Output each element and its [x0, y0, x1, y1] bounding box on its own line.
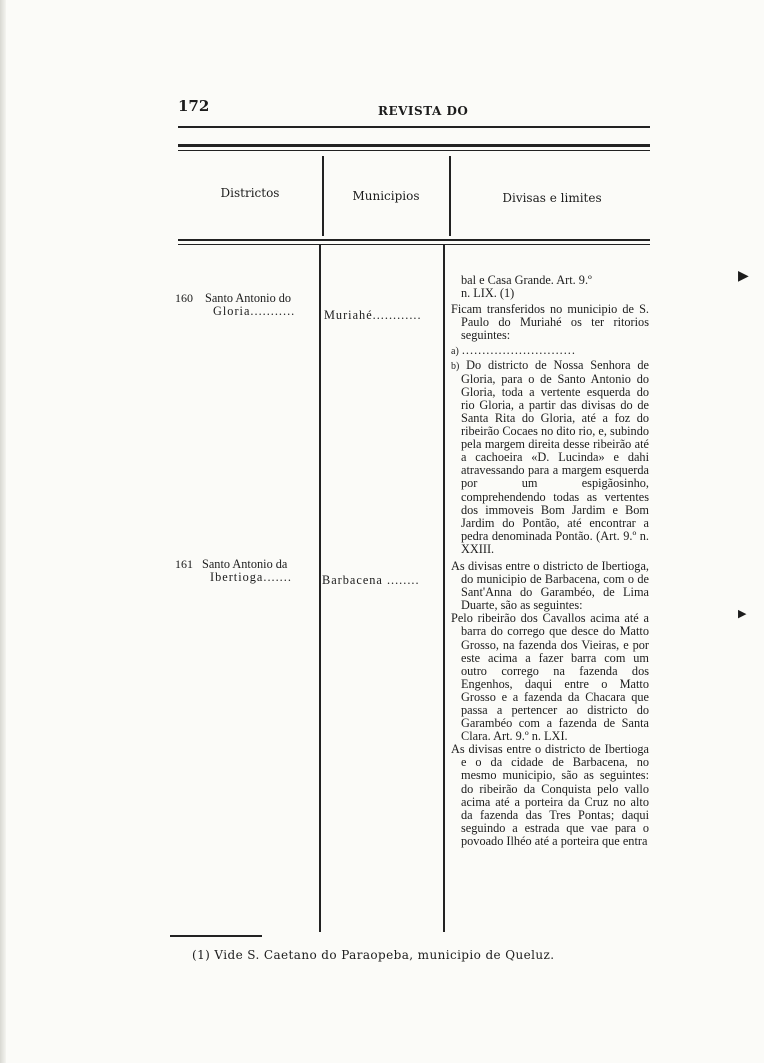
table-top-rule-thick	[178, 144, 650, 147]
table-top-rule-thin	[178, 150, 650, 151]
continuation-line1: bal e Casa Grande. Art. 9.º	[461, 273, 592, 287]
entry-161-number: 161	[175, 557, 193, 571]
running-head: REVISTA DO	[378, 104, 469, 118]
paragraph-161-text2: As divisas entre o districto de Ibertioga e o da cidade de Barbacena, no mesmo municipio, são as seguintes: do ribeirão da Conquista pelo vallo acima até a porteira da Cruz no alto da fazenda das Tres Pontas; daqui seguindo a estrada que vae para o povoado Ilhéo até a porteira que entra	[451, 742, 649, 848]
page-number: 172	[178, 97, 210, 115]
scan-edge	[0, 0, 6, 1063]
header-divisas: Divisas e limites	[502, 191, 602, 205]
header-municipios: Municipios	[352, 189, 420, 203]
item-b	[451, 359, 649, 556]
entry-161-district-line2: Ibertioga.......	[210, 570, 292, 584]
item-a-dots: ............................	[461, 343, 576, 358]
header-rule	[178, 126, 650, 128]
col-rule-1-head	[322, 156, 324, 236]
entry-160-municipio: Muriahé............	[324, 308, 422, 322]
divisas-column	[451, 274, 649, 848]
header-bottom-rule	[178, 239, 650, 241]
entry-160-district-line2: Gloria...........	[213, 304, 296, 318]
entry-161-district-line1: Santo Antonio da	[202, 557, 288, 571]
header-districtos: Districtos	[220, 186, 280, 200]
continuation-line2: n. LIX. (1)	[461, 286, 515, 301]
item-b-label: b)	[451, 360, 460, 372]
paragraph-160-intro: Ficam transferidos no municipio de S. Paulo do Muriahé os ter ritorios seguintes:	[451, 302, 649, 343]
item-a	[451, 344, 649, 358]
footnote: (1) Vide S. Caetano do Paraopeba, municipio de Queluz.	[192, 948, 555, 962]
paragraph-161-text: Pelo ribeirão dos Cavallos acima até a barra do corrego que desce do Matto Grosso, na fazenda dos Vieiras, e por este acima a fazer barra com um outro corrego na fazenda dos Engenhos, daqui entre o Matto Grosso e a fazenda da Chacara que passa a pertencer ao districto do Garambéo com a fazenda de Santa Clara. Art. 9.º n. LXI.	[451, 611, 649, 744]
col-rule-1	[319, 244, 321, 932]
item-b-text: Do districto de Nossa Senhora de Gloria, para o de Santo Antonio do Gloria, toda a vertente esquerda do rio Gloria, a partir das divisas do de Santa Rita do Gloria, até a foz do ribeirão Cocaes no dito rio, e, subindo pela margem direita desse ribeirão até a cachoeira «D. Lucinda» e dahi atravessando para a margem esquerda por um espigãosinho, comprehendendo todas as vertentes dos immoveis Bom Jardim e Bom Jardim do Pontão, até encontrar a pedra denominada Pontão. (Art. 9.º n. XXIII.	[461, 357, 649, 556]
col-rule-2-head	[449, 156, 451, 236]
margin-arrow-icon: ▶	[738, 268, 749, 284]
footnote-rule	[170, 935, 262, 937]
paragraph-161-intro: As divisas entre o districto de Ibertioga, do municipio de Barbacena, com o de Sant'Anna do Garambéo, de Lima Duarte, são as seguintes:	[451, 558, 649, 613]
header-bottom-rule-2	[178, 244, 650, 245]
item-a-label: a)	[451, 346, 459, 358]
entry-160-district-line1: Santo Antonio do	[205, 291, 292, 305]
col-rule-2	[443, 244, 445, 932]
entry-161-municipio: Barbacena ........	[322, 573, 420, 587]
entry-160-number: 160	[175, 291, 193, 305]
margin-arrow-icon: ▶	[738, 607, 747, 620]
